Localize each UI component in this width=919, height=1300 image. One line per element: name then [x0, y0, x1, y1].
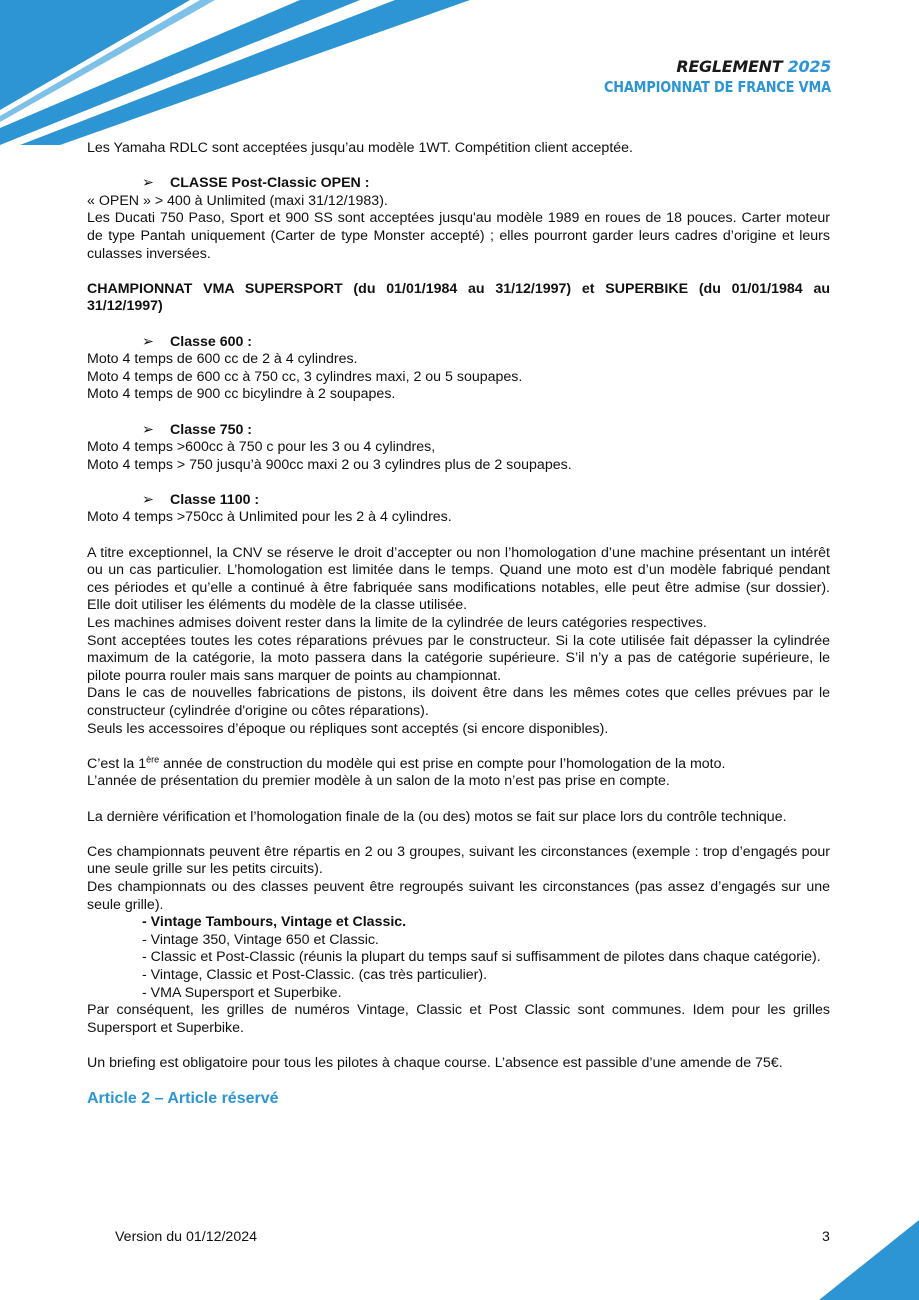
paragraph-750-1: Moto 4 temps >600cc à 750 c pour les 3 ou 4 cylindres,: [87, 439, 436, 456]
header-stripes-decoration: [0, 0, 480, 145]
paragraph-cotes: Sont acceptées toutes les cotes réparations prévues par le constructeur. Si la cote utilisée fait dépasser la cylindrée maximum de la catégorie, la moto passera dans la catégorie supérieure. S’il n’y a pas de catégorie supérieure, le pilote pourra rouler mais sans marquer de points au championnat.: [87, 632, 830, 684]
list-item: - Vintage, Classic et Post-Classic. (cas très particulier).: [142, 966, 488, 983]
paragraph-rdlc: Les Yamaha RDLC sont acceptées jusqu’au modèle 1WT. Compétition client acceptée.: [87, 140, 633, 156]
heading-post-classic-open: ➢ CLASSE Post-Classic OPEN :: [142, 175, 370, 192]
heading-championnat-supersport: CHAMPIONNAT VMA SUPERSPORT (du 01/01/1984 au 31/12/1997) et SUPERBIKE (du 01/01/1984 au 31/12/1997): [87, 280, 830, 315]
paragraph-limite: Les machines admises doivent rester dans la limite de la cylindrée de leurs catégories respectives.: [87, 615, 707, 632]
paragraph-cnv: A titre exceptionnel, la CNV se réserve le droit d’accepter ou non l’homologation d’une machine présentant un intérêt ou un cas particulier. L’homologation est limitée dans le temps. Quand une moto est d’un modèle fabriqué pendant ces périodes et qu’elle a continué à être fabriquée sans modifications notables, elle peut être admise (sur dossier). Elle doit utiliser les éléments du modèle de la classe utilisée.: [87, 544, 830, 614]
header-title-word: REGLEMENT: [676, 57, 783, 76]
article-2-heading: Article 2 – Article réservé: [87, 1090, 279, 1108]
arrow-bullet-icon: ➢: [142, 491, 154, 508]
header-subtitle: CHAMPIONNAT DE FRANCE VMA: [604, 78, 831, 96]
paragraph-600-2: Moto 4 temps de 600 cc à 750 cc, 3 cylindres maxi, 2 ou 5 soupapes.: [87, 368, 523, 385]
paragraph-1100-1: Moto 4 temps >750cc à Unlimited pour les 2 à 4 cylindres.: [87, 509, 452, 526]
page-number: 3: [822, 1229, 830, 1245]
heading-classe-750: ➢ Classe 750 :: [142, 421, 253, 438]
heading-classe-600: ➢ Classe 600 :: [142, 333, 253, 350]
footer-version: Version du 01/12/2024: [115, 1229, 257, 1245]
arrow-bullet-icon: ➢: [142, 421, 154, 438]
arrow-bullet-icon: ➢: [142, 333, 154, 350]
paragraph-salon: L’année de présentation du premier modèle à un salon de la moto n’est pas prise en compte.: [87, 773, 670, 790]
list-title-vintage: - Vintage Tambours, Vintage et Classic.: [142, 914, 407, 931]
paragraph-600-1: Moto 4 temps de 600 cc de 2 à 4 cylindres.: [87, 351, 358, 368]
paragraph-accessoires: Seuls les accessoires d’époque ou répliques sont acceptés (si encore disponibles).: [87, 720, 609, 737]
paragraph-600-3: Moto 4 temps de 900 cc bicylindre à 2 soupapes.: [87, 386, 396, 403]
paragraph-regroupes: Des championnats ou des classes peuvent être regroupés suivant les circonstances (pas assez d’engagés sur une seule grille).: [87, 878, 830, 913]
footer-triangle-decoration: [819, 1220, 919, 1300]
paragraph-groupes: Ces championnats peuvent être répartis en 2 ou 3 groupes, suivant les circonstances (exemple : trop d’engagés pour une seule grille sur les petits circuits).: [87, 843, 830, 878]
list-item: - Classic et Post-Classic (réunis la plupart du temps sauf si suffisamment de pilotes dans chaque catégorie).: [142, 949, 821, 966]
document-body: [87, 140, 830, 1108]
paragraph-annee: C’est la 1ère année de construction du modèle qui est prise en compte pour l’homologation de la moto.: [87, 754, 726, 772]
document-header: [567, 57, 831, 97]
header-title-year: 2025: [787, 57, 831, 76]
list-item: - VMA Supersport et Superbike.: [142, 984, 342, 1001]
paragraph-open-1: « OPEN » > 400 à Unlimited (maxi 31/12/1983).: [87, 192, 388, 209]
paragraph-briefing: Un briefing est obligatoire pour tous les pilotes à chaque course. L’absence est passible d’une amende de 75€.: [87, 1054, 783, 1071]
paragraph-pistons: Dans le cas de nouvelles fabrications de pistons, ils doivent être dans les mêmes cotes que celles prévues par le constructeur (cylindrée d'origine ou côtes réparations).: [87, 685, 830, 719]
list-item: - Vintage 350, Vintage 650 et Classic.: [142, 931, 379, 948]
paragraph-750-2: Moto 4 temps > 750 jusqu’à 900cc maxi 2 ou 3 cylindres plus de 2 soupapes.: [87, 456, 572, 473]
header-title: [567, 57, 831, 77]
arrow-bullet-icon: ➢: [142, 175, 154, 192]
paragraph-open-2: Les Ducati 750 Paso, Sport et 900 SS sont acceptées jusqu'au modèle 1989 en roues de 18 pouces. Carter moteur de type Pantah uniquement (Carter de type Monster accepté) ; elles pourront garder leurs cadres d’origine et leurs culasses inversées.: [87, 210, 830, 262]
paragraph-grilles: Par conséquent, les grilles de numéros Vintage, Classic et Post Classic sont communes. Idem pour les grilles Supersport et Superbike.: [87, 1002, 830, 1036]
paragraph-verification: La dernière vérification et l’homologation finale de la (ou des) motos se fait sur place lors du contrôle technique.: [87, 808, 787, 825]
heading-classe-1100: ➢ Classe 1100 :: [142, 491, 260, 508]
